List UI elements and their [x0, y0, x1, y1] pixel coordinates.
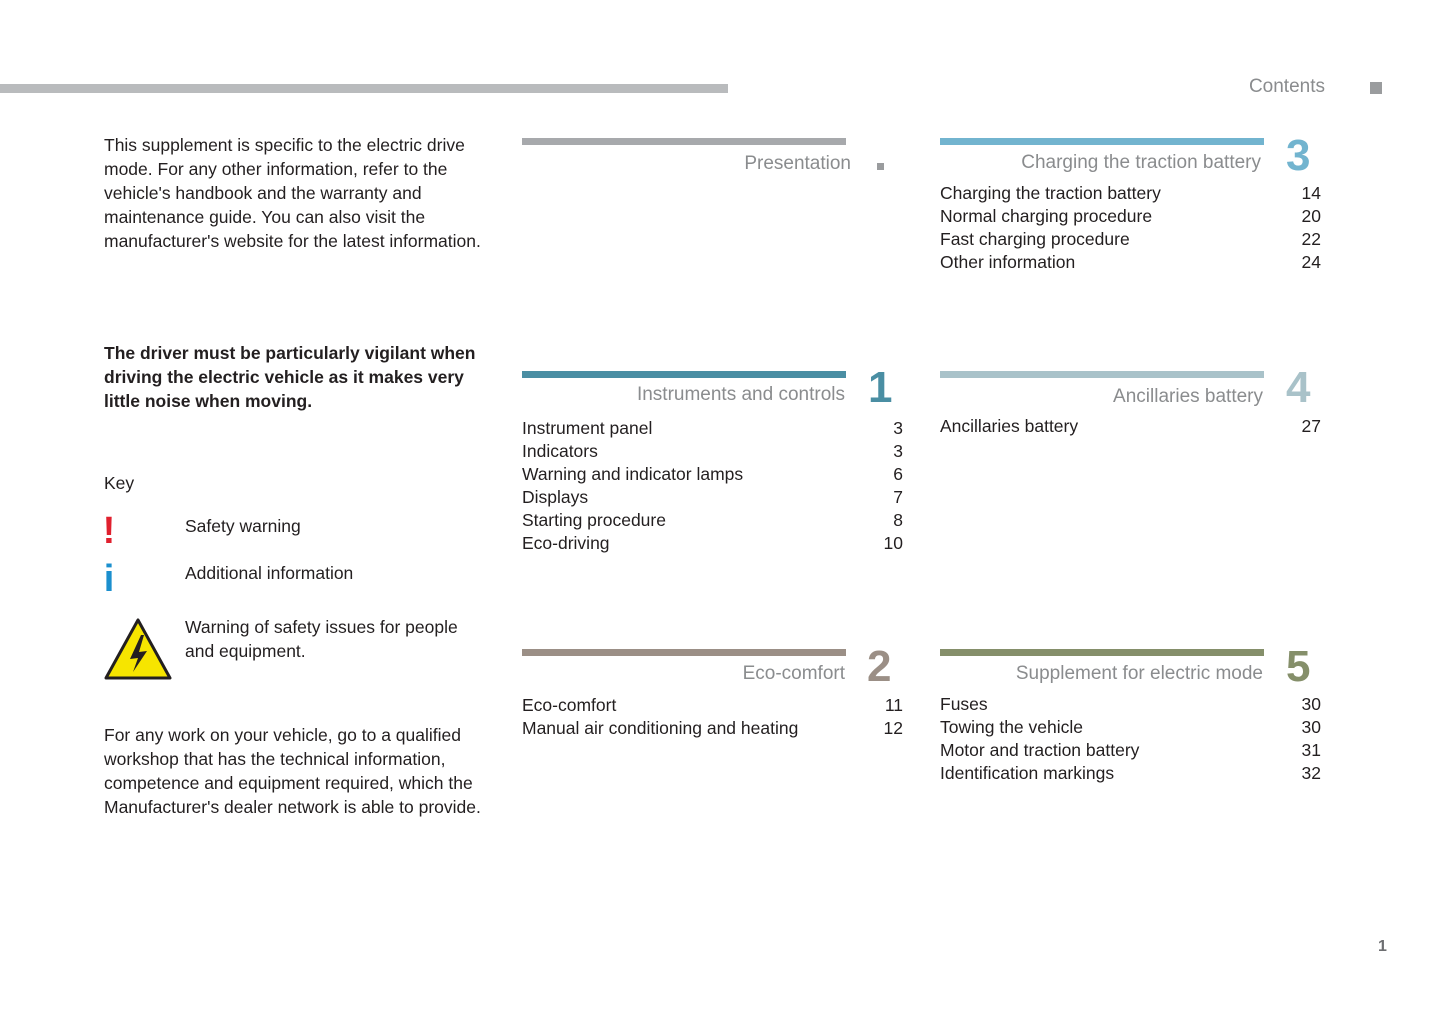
toc-entry[interactable]	[940, 228, 1321, 251]
toc-entry-page: 24	[1301, 252, 1321, 272]
section-1-entries	[522, 417, 903, 555]
toc-entry[interactable]	[522, 717, 903, 740]
toc-entry-label: Eco-comfort	[522, 695, 617, 715]
toc-entry-label: Identification markings	[940, 763, 1115, 783]
section-3-number: 3	[1286, 131, 1311, 180]
toc-entry-label: Eco-driving	[522, 533, 610, 553]
toc-entry[interactable]	[940, 415, 1321, 438]
toc-entry[interactable]	[522, 440, 903, 463]
toc-entry-label: Manual air conditioning and heating	[522, 718, 799, 738]
page-number: 1	[1378, 938, 1387, 955]
toc-entry-label: Displays	[522, 487, 589, 507]
key-heading: Key	[104, 473, 135, 493]
workshop-notice: For any work on your vehicle, go to a qualified workshop that has the technical information, competence and equipment required, which the Manufacturer's dealer network is able to provide.	[104, 725, 481, 817]
info-icon	[96, 560, 176, 598]
toc-entry[interactable]	[940, 693, 1321, 716]
toc-entry-page: 12	[883, 718, 903, 738]
toc-entry-label: Other information	[940, 252, 1076, 272]
toc-entry-label: Towing the vehicle	[940, 717, 1083, 737]
toc-entry-page: 31	[1301, 740, 1321, 760]
toc-entry[interactable]	[940, 205, 1321, 228]
intro-paragraph: This supplement is specific to the electric drive mode. For any other information, refer to the vehicle's handbook and the warranty and maintenance guide. You can also visit the manufacturer's website for the latest information.	[104, 135, 481, 251]
presentation-square-icon	[877, 163, 884, 170]
section-4-number: 4	[1286, 363, 1311, 412]
page-title: Contents	[1248, 76, 1325, 97]
section-3-entries	[940, 182, 1321, 274]
toc-entry[interactable]	[940, 739, 1321, 762]
section-2-rule	[522, 649, 846, 656]
toc-entry-label: Starting procedure	[522, 510, 666, 530]
toc-entry-page: 7	[893, 487, 903, 507]
electric-hazard-icon	[103, 617, 173, 681]
section-4-entries	[940, 415, 1321, 438]
toc-entry-page: 11	[884, 695, 903, 715]
toc-entry-page: 20	[1301, 206, 1321, 226]
toc-entry-page: 10	[883, 533, 903, 553]
toc-entry-label: Normal charging procedure	[940, 206, 1153, 226]
section-5-entries	[940, 693, 1321, 785]
toc-entry[interactable]	[522, 486, 903, 509]
toc-entry-label: Fuses	[940, 694, 988, 714]
toc-entry-page: 30	[1301, 694, 1321, 714]
toc-entry-page: 30	[1301, 717, 1321, 737]
toc-entry[interactable]	[522, 694, 903, 717]
section-5-rule	[940, 649, 1264, 656]
toc-entry-page: 3	[893, 418, 903, 438]
section-1-rule	[522, 371, 846, 378]
key-additional-information: Additional information	[185, 563, 354, 583]
toc-entry-label: Motor and traction battery	[940, 740, 1140, 760]
header-rule	[0, 84, 728, 93]
header-square-icon	[1370, 82, 1382, 94]
toc-entry-page: 3	[893, 441, 903, 461]
toc-entry-label: Warning and indicator lamps	[522, 464, 744, 484]
toc-entry-label: Instrument panel	[522, 418, 653, 438]
section-2-entries	[522, 694, 903, 740]
toc-entry[interactable]	[940, 762, 1321, 785]
toc-entry-page: 27	[1301, 416, 1321, 436]
section-3-rule	[940, 138, 1264, 145]
toc-entry[interactable]	[522, 417, 903, 440]
toc-entry[interactable]	[940, 716, 1321, 739]
toc-entry[interactable]	[940, 182, 1321, 205]
section-3-title: Charging the traction battery	[1021, 152, 1261, 173]
section-1-number: 1	[868, 363, 893, 412]
vigilance-warning: The driver must be particularly vigilant when driving the electric vehicle as it makes very little noise when moving.	[104, 343, 476, 411]
toc-entry-label: Charging the traction battery	[940, 183, 1161, 203]
toc-entry-label: Ancillaries battery	[940, 416, 1079, 436]
section-2-title: Eco-comfort	[742, 663, 845, 684]
section-4-title: Ancillaries battery	[1113, 386, 1263, 407]
exclamation-icon	[96, 512, 176, 550]
toc-entry[interactable]	[522, 463, 903, 486]
key-safety-warning: Safety warning	[185, 516, 301, 536]
toc-entry-page: 14	[1301, 183, 1321, 203]
section-2-number: 2	[867, 642, 892, 691]
toc-entry-page: 8	[893, 510, 903, 530]
toc-entry-label: Indicators	[522, 441, 598, 461]
section-1-title: Instruments and controls	[636, 384, 845, 405]
key-hazard-warning: Warning of safety issues for people and equipment.	[185, 617, 458, 661]
section-4-rule	[940, 371, 1264, 378]
toc-entry[interactable]	[940, 251, 1321, 274]
section-5-number: 5	[1286, 642, 1311, 691]
section-presentation-title: Presentation	[744, 153, 851, 174]
presentation-rule	[522, 138, 846, 145]
toc-entry-page: 32	[1301, 763, 1321, 783]
toc-entry-page: 6	[893, 464, 903, 484]
info-glyph: i	[103, 558, 115, 600]
toc-entry[interactable]	[522, 509, 903, 532]
toc-entry[interactable]	[522, 532, 903, 555]
exclamation-glyph: !	[102, 510, 116, 552]
toc-entry-page: 22	[1301, 229, 1321, 249]
section-5-title: Supplement for electric mode	[1015, 663, 1263, 684]
toc-entry-label: Fast charging procedure	[940, 229, 1130, 249]
